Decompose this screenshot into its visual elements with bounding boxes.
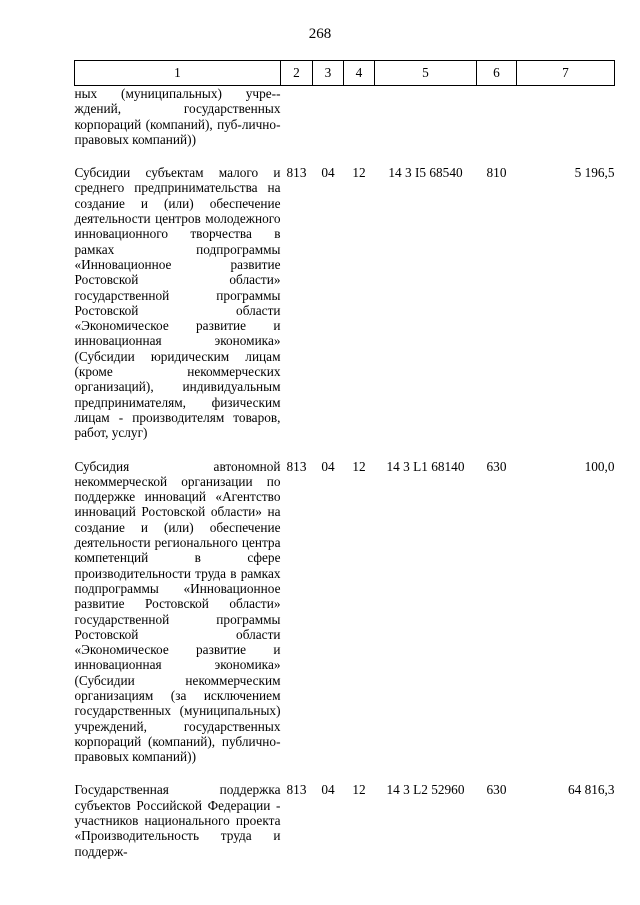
row-ministry-code: 813	[286, 458, 307, 474]
table-header-row	[75, 61, 615, 86]
header-col-4: 4	[344, 61, 375, 86]
row-ministry-code: 813	[286, 165, 307, 181]
row-description: Государственная поддержка субъектов Российской Федерации - участников национального проекта «Производительность труда и поддерж-	[74, 782, 281, 859]
row-expense-type: 630	[486, 782, 507, 798]
table-row	[75, 782, 615, 858]
row-target-article: 14 3 L1 68140	[386, 458, 465, 474]
header-col-3: 3	[313, 61, 344, 86]
row-amount: 64 816,3	[567, 782, 615, 798]
header-col-1: 1	[75, 61, 281, 86]
page-number: 268	[308, 26, 332, 42]
row-description: Субсидии субъектам малого и среднего предпринимательства на создание и (или) обеспечение деятельности центров молодежного инновационного творчества в рамках подпрограммы «Инновационное развитие Ростовской области» государственной программы Ростовской области «Экономическое развитие и инновационная экономика» (Субсидии юридическим лицам (кроме некоммерческих организаций), индивидуальным предпринимателям, физическим лицам - производителям товаров, работ, услуг)	[74, 165, 281, 441]
row-expense-type: 810	[486, 165, 507, 181]
row-section-code: 04	[321, 165, 335, 181]
table-row-continuation	[75, 86, 615, 148]
table-row	[75, 165, 615, 440]
row-target-article: 14 3 I5 68540	[388, 165, 463, 181]
continuation-description: ных (муниципальных) учре-ждений, государственных корпораций (компаний), пуб-лично-правовых компаний))	[74, 86, 281, 147]
header-col-6: 6	[477, 61, 517, 86]
row-subsection-code: 12	[352, 165, 366, 181]
row-description: Субсидия автономной некоммерческой организации по поддержке инноваций «Агентство инноваций Ростовской области» на создание и (или) обеспечение деятельности регионального центра компетенций в сфере производительности труда в рамках подпрограммы «Инновационное развитие Ростовской области» государственной программы Ростовской области «Экономическое развитие и инновационная экономика» (Субсидии некоммерческим организациям (за исключением государственных (муниципальных) учреждений, государственных корпораций (компаний), публично-правовых компаний))	[74, 458, 281, 765]
header-col-2: 2	[281, 61, 313, 86]
row-expense-type: 630	[486, 458, 507, 474]
row-ministry-code: 813	[286, 782, 307, 798]
row-subsection-code: 12	[352, 458, 366, 474]
row-subsection-code: 12	[352, 782, 366, 798]
header-col-5: 5	[375, 61, 477, 86]
row-amount: 100,0	[584, 458, 615, 474]
row-section-code: 04	[321, 458, 335, 474]
row-amount: 5 196,5	[574, 165, 615, 181]
header-col-7: 7	[517, 61, 615, 86]
table-row	[75, 459, 615, 765]
row-target-article: 14 3 L2 52960	[386, 782, 465, 798]
budget-table	[74, 60, 615, 859]
row-section-code: 04	[321, 782, 335, 798]
